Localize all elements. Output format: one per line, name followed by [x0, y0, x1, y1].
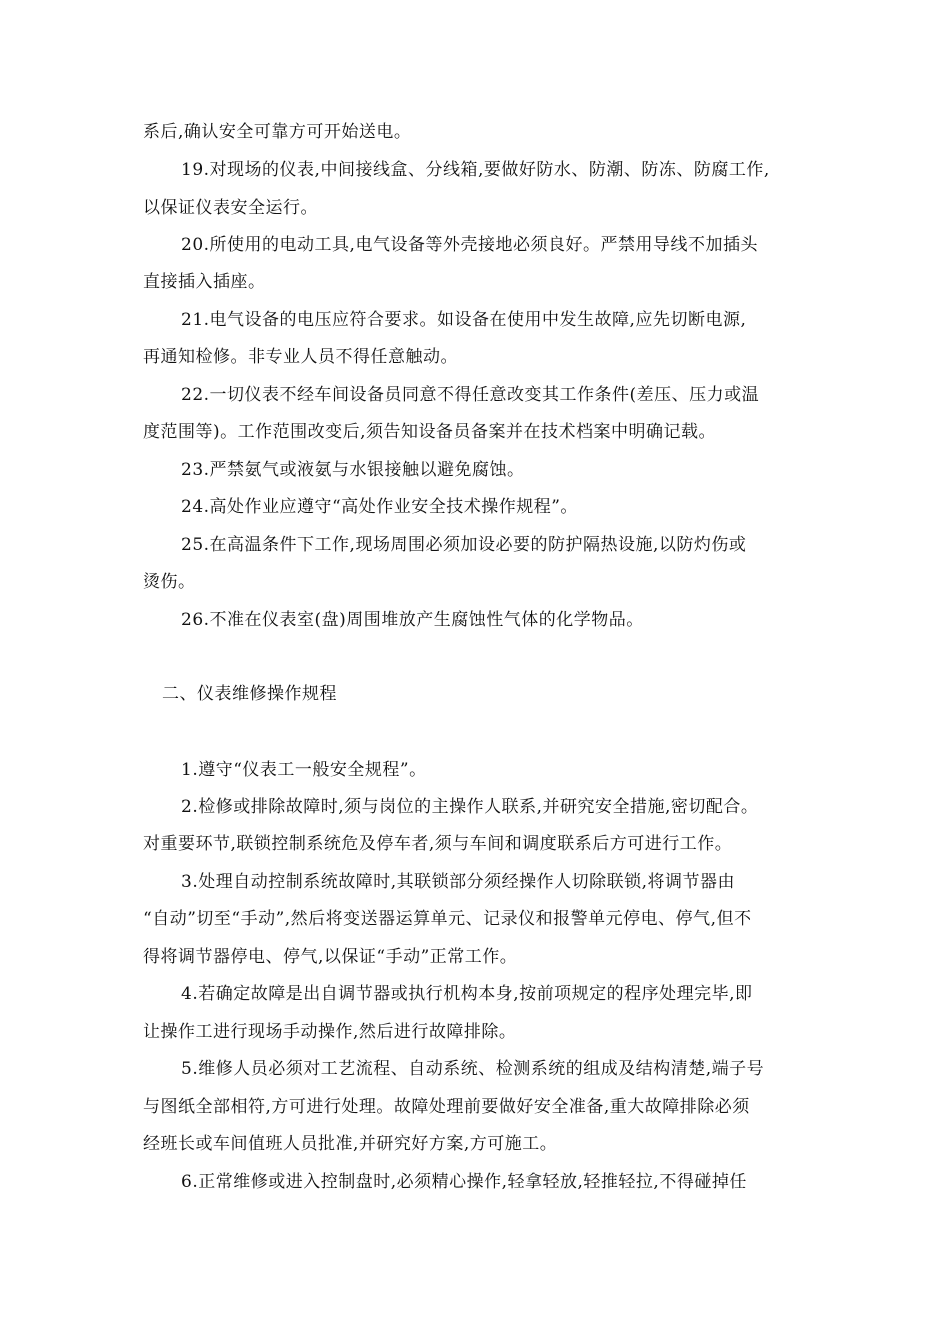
text-line: 经班长或车间值班人员批准,并研究好方案,方可施工。 — [143, 1134, 558, 1154]
text-line: 5.维修人员必须对工艺流程、自动系统、检测系统的组成及结构清楚,端子号 — [181, 1059, 765, 1079]
text-line: 4.若确定故障是出自调节器或执行机构本身,按前项规定的程序处理完毕,即 — [181, 984, 753, 1004]
text-line: 21.电气设备的电压应符合要求。如设备在使用中发生故障,应先切断电源, — [181, 310, 747, 330]
section-heading: 二、仪表维修操作规程 — [162, 684, 337, 704]
text-line: 再通知检修。非专业人员不得任意触动。 — [143, 347, 458, 367]
text-line: 26.不准在仪表室(盘)周围堆放产生腐蚀性气体的化学物品。 — [181, 610, 644, 630]
text-line: 让操作工进行现场手动操作,然后进行故障排除。 — [143, 1022, 517, 1042]
text-line: 与图纸全部相符,方可进行处理。故障处理前要做好安全准备,重大故障排除必须 — [143, 1097, 750, 1117]
text-line: 20.所使用的电动工具,电气设备等外壳接地必须良好。严禁用导线不加插头 — [181, 235, 758, 255]
text-line: 22.一切仪表不经车间设备员同意不得任意改变其工作条件(差压、压力或温 — [181, 385, 760, 405]
text-line: “自动”切至“手动”,然后将变送器运算单元、记录仪和报警单元停电、停气,但不 — [143, 909, 752, 929]
text-line: 度范围等)。工作范围改变后,须告知设备员备案并在技术档案中明确记载。 — [143, 422, 717, 442]
text-line: 对重要环节,联锁控制系统危及停车者,须与车间和调度联系后方可进行工作。 — [143, 834, 733, 854]
text-line: 24.高处作业应遵守“高处作业安全技术操作规程”。 — [181, 497, 578, 517]
text-line: 3.处理自动控制系统故障时,其联锁部分须经操作人切除联锁,将调节器由 — [181, 872, 736, 892]
text-line: 得将调节器停电、停气,以保证“手动”正常工作。 — [143, 947, 518, 967]
text-line: 6.正常维修或进入控制盘时,必须精心操作,轻拿轻放,轻推轻拉,不得碰掉任 — [181, 1172, 747, 1192]
text-line: 1.遵守“仪表工一般安全规程”。 — [181, 760, 427, 780]
text-line: 23.严禁氨气或液氨与水银接触以避免腐蚀。 — [181, 460, 525, 480]
text-line: 25.在高温条件下工作,现场周围必须加设必要的防护隔热设施,以防灼伤或 — [181, 535, 747, 555]
text-line: 烫伤。 — [143, 572, 196, 592]
text-line: 2.检修或排除故障时,须与岗位的主操作人联系,并研究安全措施,密切配合。 — [181, 797, 759, 817]
text-line: 19.对现场的仪表,中间接线盒、分线箱,要做好防水、防潮、防冻、防腐工作, — [181, 160, 770, 180]
text-line: 直接插入插座。 — [143, 272, 266, 292]
text-line: 以保证仪表安全运行。 — [143, 198, 318, 218]
text-line: 系后,确认安全可靠方可开始送电。 — [143, 122, 412, 142]
